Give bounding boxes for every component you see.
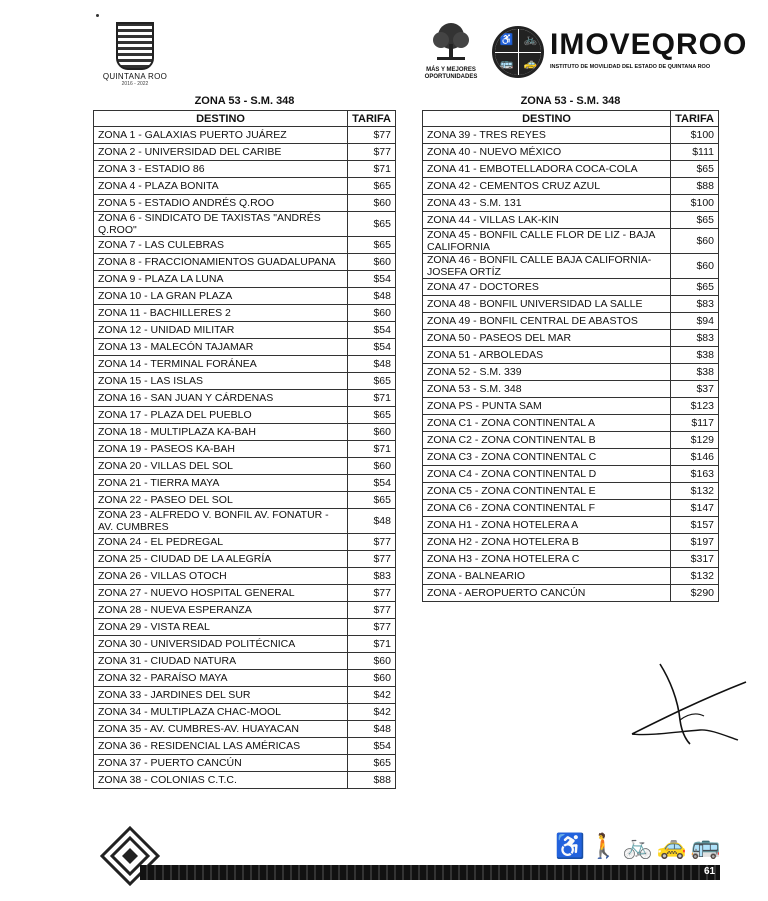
left-table-title: ZONA 53 - S.M. 348	[194, 95, 295, 107]
destino-cell: ZONA 7 - LAS CULEBRAS	[94, 237, 348, 254]
tarifa-cell: $60	[348, 305, 396, 322]
tarifa-cell: $77	[348, 585, 396, 602]
destino-cell: ZONA 13 - MALECÓN TAJAMAR	[94, 339, 348, 356]
table-row	[423, 195, 719, 212]
tarifa-cell: $54	[348, 475, 396, 492]
table-row	[423, 330, 719, 347]
table-row	[423, 313, 719, 330]
destino-cell: ZONA 30 - UNIVERSIDAD POLITÉCNICA	[94, 636, 348, 653]
destino-cell: ZONA - AEROPUERTO CANCÚN	[423, 585, 671, 602]
destino-cell: ZONA 11 - BACHILLERES 2	[94, 305, 348, 322]
tarifa-cell: $146	[671, 449, 719, 466]
tarifa-cell: $83	[348, 568, 396, 585]
destino-cell: ZONA 17 - PLAZA DEL PUEBLO	[94, 407, 348, 424]
coat-of-arms-icon	[116, 22, 154, 70]
destino-cell: ZONA 3 - ESTADIO 86	[94, 161, 348, 178]
destino-cell: ZONA 1 - GALAXIAS PUERTO JUÁREZ	[94, 127, 348, 144]
destino-cell: ZONA 10 - LA GRAN PLAZA	[94, 288, 348, 305]
tarifa-cell: $197	[671, 534, 719, 551]
table-row	[423, 415, 719, 432]
bicycle-icon: 🚲	[622, 833, 657, 860]
fare-table-left-body	[94, 127, 396, 789]
destino-cell: ZONA C5 - ZONA CONTINENTAL E	[423, 483, 671, 500]
tarifa-cell: $71	[348, 636, 396, 653]
scan-dot	[96, 14, 99, 17]
imoveqroo-logo	[492, 26, 748, 80]
destino-cell: ZONA 50 - PASEOS DEL MAR	[423, 330, 671, 347]
destino-cell: ZONA 27 - NUEVO HOSPITAL GENERAL	[94, 585, 348, 602]
quintana-roo-logo	[100, 22, 170, 97]
table-row	[94, 373, 396, 390]
table-row	[94, 551, 396, 568]
tarifa-cell: $65	[348, 178, 396, 195]
table-row	[94, 144, 396, 161]
tarifa-cell: $42	[348, 704, 396, 721]
tarifa-cell: $129	[671, 432, 719, 449]
tarifa-cell: $38	[671, 364, 719, 381]
column-header-destino: DESTINO	[423, 111, 671, 127]
destino-cell: ZONA 23 - ALFREDO V. BONFIL AV. FONATUR - AV. CUMBRES	[94, 509, 348, 534]
tarifa-cell: $65	[348, 407, 396, 424]
destino-cell: ZONA 42 - CEMENTOS CRUZ AZUL	[423, 178, 671, 195]
destino-cell: ZONA 25 - CIUDAD DE LA ALEGRÍA	[94, 551, 348, 568]
table-row	[423, 585, 719, 602]
table-row	[423, 279, 719, 296]
table-row	[423, 229, 719, 254]
destino-cell: ZONA H2 - ZONA HOTELERA B	[423, 534, 671, 551]
tarifa-cell: $65	[671, 212, 719, 229]
destino-cell: ZONA 22 - PASEO DEL SOL	[94, 492, 348, 509]
tarifa-cell: $88	[348, 772, 396, 789]
tarifa-cell: $132	[671, 483, 719, 500]
destino-cell: ZONA 14 - TERMINAL FORÁNEA	[94, 356, 348, 373]
table-row	[423, 551, 719, 568]
table-row	[94, 458, 396, 475]
table-row	[94, 356, 396, 373]
tarifa-cell: $60	[348, 195, 396, 212]
destino-cell: ZONA 26 - VILLAS OTOCH	[94, 568, 348, 585]
table-row	[94, 288, 396, 305]
tarifa-cell: $38	[671, 347, 719, 364]
tarifa-cell: $147	[671, 500, 719, 517]
tarifa-cell: $290	[671, 585, 719, 602]
state-name: QUINTANA ROO	[102, 72, 168, 81]
table-row	[423, 161, 719, 178]
table-row	[94, 534, 396, 551]
destino-cell: ZONA 46 - BONFIL CALLE BAJA CALIFORNIA-JOSEFA ORTÍZ	[423, 254, 671, 279]
table-row	[94, 178, 396, 195]
destino-cell: ZONA 19 - PASEOS KA-BAH	[94, 441, 348, 458]
tarifa-cell: $54	[348, 339, 396, 356]
table-row	[94, 127, 396, 144]
table-row	[423, 364, 719, 381]
tarifa-cell: $117	[671, 415, 719, 432]
tarifa-cell: $88	[671, 178, 719, 195]
table-row	[94, 441, 396, 458]
table-row	[423, 398, 719, 415]
destino-cell: ZONA 48 - BONFIL UNIVERSIDAD LA SALLE	[423, 296, 671, 313]
table-row	[423, 534, 719, 551]
table-row	[423, 296, 719, 313]
table-row	[94, 322, 396, 339]
table-row	[94, 738, 396, 755]
table-row	[94, 305, 396, 322]
table-row	[94, 704, 396, 721]
table-row	[94, 424, 396, 441]
destino-cell: ZONA - BALNEARIO	[423, 568, 671, 585]
tarifa-cell: $54	[348, 271, 396, 288]
tarifa-cell: $71	[348, 390, 396, 407]
page-number: 61	[704, 866, 716, 877]
table-row	[94, 492, 396, 509]
table-row	[94, 670, 396, 687]
tarifa-cell: $48	[348, 509, 396, 534]
tarifa-cell: $163	[671, 466, 719, 483]
destino-cell: ZONA 44 - VILLAS LAK-KIN	[423, 212, 671, 229]
tarifa-cell: $71	[348, 441, 396, 458]
table-row	[94, 619, 396, 636]
table-header-row	[423, 111, 719, 127]
destino-cell: ZONA 47 - DOCTORES	[423, 279, 671, 296]
pedestrian-icon: 🚶	[588, 833, 623, 860]
table-row	[94, 755, 396, 772]
destino-cell: ZONA 16 - SAN JUAN Y CÁRDENAS	[94, 390, 348, 407]
table-row	[423, 381, 719, 398]
fare-table-left	[93, 110, 396, 789]
tarifa-cell: $60	[348, 424, 396, 441]
administration-years: 2016 - 2022	[121, 81, 149, 87]
tarifa-cell: $100	[671, 195, 719, 212]
table-row	[423, 347, 719, 364]
destino-cell: ZONA 20 - VILLAS DEL SOL	[94, 458, 348, 475]
table-row	[423, 483, 719, 500]
tarifa-cell: $65	[671, 279, 719, 296]
destino-cell: ZONA 32 - PARAÍSO MAYA	[94, 670, 348, 687]
destino-cell: ZONA 33 - JARDINES DEL SUR	[94, 687, 348, 704]
table-row	[94, 390, 396, 407]
table-row	[423, 144, 719, 161]
table-row	[94, 721, 396, 738]
brand-subtitle: INSTITUTO DE MOVILIDAD DEL ESTADO DE QUINTANA ROO	[550, 64, 711, 70]
government-slogan-logo	[416, 22, 486, 88]
tarifa-cell: $60	[348, 670, 396, 687]
destino-cell: ZONA H1 - ZONA HOTELERA A	[423, 517, 671, 534]
transport-icons-group	[555, 832, 725, 866]
tarifa-cell: $94	[671, 313, 719, 330]
destino-cell: ZONA 53 - S.M. 348	[423, 381, 671, 398]
tarifa-cell: $42	[348, 687, 396, 704]
destino-cell: ZONA 51 - ARBOLEDAS	[423, 347, 671, 364]
column-header-tarifa: TARIFA	[348, 111, 396, 127]
table-row	[423, 500, 719, 517]
tarifa-cell: $65	[348, 212, 396, 237]
destino-cell: ZONA C1 - ZONA CONTINENTAL A	[423, 415, 671, 432]
footer-bar	[140, 865, 720, 880]
destino-cell: ZONA 18 - MULTIPLAZA KA-BAH	[94, 424, 348, 441]
destino-cell: ZONA 34 - MULTIPLAZA CHAC-MOOL	[94, 704, 348, 721]
table-row	[94, 195, 396, 212]
mobility-emblem-icon: ♿ 🚲 🚌 🚕	[492, 26, 544, 78]
table-row	[94, 475, 396, 492]
destino-cell: ZONA 12 - UNIDAD MILITAR	[94, 322, 348, 339]
destino-cell: ZONA 45 - BONFIL CALLE FLOR DE LIZ - BAJA CALIFORNIA	[423, 229, 671, 254]
table-row	[423, 568, 719, 585]
tree-icon	[429, 22, 473, 62]
destino-cell: ZONA 40 - NUEVO MÉXICO	[423, 144, 671, 161]
table-row	[423, 212, 719, 229]
tarifa-cell: $60	[671, 229, 719, 254]
brand-name: IMOVEQROO	[550, 28, 748, 61]
destino-cell: ZONA C6 - ZONA CONTINENTAL F	[423, 500, 671, 517]
table-row	[94, 161, 396, 178]
tarifa-cell: $60	[348, 458, 396, 475]
destino-cell: ZONA 35 - AV. CUMBRES-AV. HUAYACAN	[94, 721, 348, 738]
tarifa-cell: $77	[348, 551, 396, 568]
slogan-text: MÁS Y MEJORES OPORTUNIDADES	[424, 67, 478, 80]
tarifa-cell: $77	[348, 619, 396, 636]
destino-cell: ZONA 21 - TIERRA MAYA	[94, 475, 348, 492]
table-row	[94, 237, 396, 254]
wheelchair-icon: ♿	[555, 833, 589, 860]
tarifa-cell: $54	[348, 322, 396, 339]
tarifa-cell: $100	[671, 127, 719, 144]
right-table-title: ZONA 53 - S.M. 348	[520, 95, 621, 107]
tarifa-cell: $83	[671, 296, 719, 313]
tarifa-cell: $77	[348, 144, 396, 161]
table-header-row	[94, 111, 396, 127]
tarifa-cell: $65	[348, 373, 396, 390]
destino-cell: ZONA 29 - VISTA REAL	[94, 619, 348, 636]
destino-cell: ZONA C4 - ZONA CONTINENTAL D	[423, 466, 671, 483]
destino-cell: ZONA 49 - BONFIL CENTRAL DE ABASTOS	[423, 313, 671, 330]
destino-cell: ZONA 38 - COLONIAS C.T.C.	[94, 772, 348, 789]
table-row	[423, 432, 719, 449]
table-row	[94, 687, 396, 704]
table-row	[94, 585, 396, 602]
table-row	[94, 339, 396, 356]
tarifa-cell: $65	[348, 755, 396, 772]
table-row	[94, 254, 396, 271]
table-row	[94, 772, 396, 789]
table-row	[423, 466, 719, 483]
destino-cell: ZONA 41 - EMBOTELLADORA COCA-COLA	[423, 161, 671, 178]
tarifa-cell: $65	[671, 161, 719, 178]
table-row	[94, 653, 396, 670]
destino-cell: ZONA 9 - PLAZA LA LUNA	[94, 271, 348, 288]
table-row	[94, 602, 396, 619]
tarifa-cell: $157	[671, 517, 719, 534]
table-row	[94, 509, 396, 534]
table-row	[423, 178, 719, 195]
tarifa-cell: $60	[348, 254, 396, 271]
table-row	[423, 254, 719, 279]
table-row	[94, 271, 396, 288]
destino-cell: ZONA 6 - SINDICATO DE TAXISTAS "ANDRÉS Q.ROO"	[94, 212, 348, 237]
tarifa-cell: $83	[671, 330, 719, 347]
tarifa-cell: $123	[671, 398, 719, 415]
tarifa-cell: $65	[348, 492, 396, 509]
tarifa-cell: $111	[671, 144, 719, 161]
destino-cell: ZONA 37 - PUERTO CANCÚN	[94, 755, 348, 772]
tarifa-cell: $317	[671, 551, 719, 568]
fare-table-right-body	[423, 127, 719, 602]
table-row	[94, 568, 396, 585]
destino-cell: ZONA 36 - RESIDENCIAL LAS AMÉRICAS	[94, 738, 348, 755]
tarifa-cell: $37	[671, 381, 719, 398]
column-header-destino: DESTINO	[94, 111, 348, 127]
destino-cell: ZONA H3 - ZONA HOTELERA C	[423, 551, 671, 568]
tarifa-cell: $77	[348, 602, 396, 619]
destino-cell: ZONA C3 - ZONA CONTINENTAL C	[423, 449, 671, 466]
destino-cell: ZONA 28 - NUEVA ESPERANZA	[94, 602, 348, 619]
destino-cell: ZONA 5 - ESTADIO ANDRÉS Q.ROO	[94, 195, 348, 212]
destino-cell: ZONA 4 - PLAZA BONITA	[94, 178, 348, 195]
tarifa-cell: $48	[348, 356, 396, 373]
destino-cell: ZONA 15 - LAS ISLAS	[94, 373, 348, 390]
column-header-tarifa: TARIFA	[671, 111, 719, 127]
fare-table-right	[422, 110, 719, 602]
table-row	[423, 517, 719, 534]
table-row	[423, 127, 719, 144]
tarifa-cell: $48	[348, 288, 396, 305]
destino-cell: ZONA 31 - CIUDAD NATURA	[94, 653, 348, 670]
tarifa-cell: $60	[671, 254, 719, 279]
destino-cell: ZONA 2 - UNIVERSIDAD DEL CARIBE	[94, 144, 348, 161]
table-row	[94, 212, 396, 237]
tarifa-cell: $77	[348, 127, 396, 144]
tarifa-cell: $132	[671, 568, 719, 585]
destino-cell: ZONA 39 - TRES REYES	[423, 127, 671, 144]
bus-icon: 🚌	[690, 833, 725, 860]
destino-cell: ZONA PS - PUNTA SAM	[423, 398, 671, 415]
table-row	[94, 636, 396, 653]
table-row	[94, 407, 396, 424]
tarifa-cell: $54	[348, 738, 396, 755]
tarifa-cell: $71	[348, 161, 396, 178]
taxi-icon: 🚕	[656, 833, 691, 860]
table-row	[423, 449, 719, 466]
tarifa-cell: $65	[348, 237, 396, 254]
destino-cell: ZONA 52 - S.M. 339	[423, 364, 671, 381]
destino-cell: ZONA 8 - FRACCIONAMIENTOS GUADALUPANA	[94, 254, 348, 271]
destino-cell: ZONA 43 - S.M. 131	[423, 195, 671, 212]
tarifa-cell: $48	[348, 721, 396, 738]
destino-cell: ZONA C2 - ZONA CONTINENTAL B	[423, 432, 671, 449]
handwritten-signature	[630, 660, 750, 750]
tarifa-cell: $60	[348, 653, 396, 670]
destino-cell: ZONA 24 - EL PEDREGAL	[94, 534, 348, 551]
tarifa-cell: $77	[348, 534, 396, 551]
